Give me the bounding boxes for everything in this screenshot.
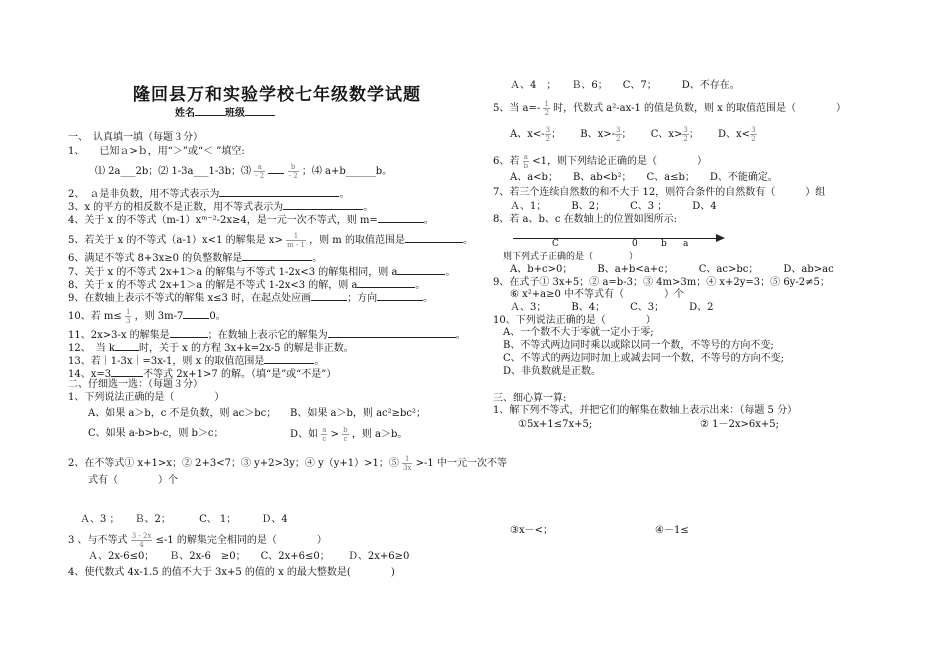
fraction: $\frac{3 - 2x}{4}$ <box>131 532 152 549</box>
choice-1-option-d: D、如 $\frac{a}{c}$ > $\frac{b}{c}$ ，则 a＞b。 <box>290 426 408 443</box>
choice-10-option-c: C、不等式的两边同时加上或减去同一个数，不等号的方向不变; <box>503 353 785 364</box>
choice-7: 7、若三个连续自然数的和不大于 12，则符合条件的自然数有（ ）组 <box>493 187 826 198</box>
answer-blank[interactable] <box>405 232 463 243</box>
question-1-parts <box>95 163 392 180</box>
answer-blank[interactable] <box>115 340 139 351</box>
name-label: 姓名 <box>175 108 195 119</box>
name-blank[interactable] <box>195 105 225 116</box>
choice-7-options: Ａ、1； B、2； C、3 ； D、4 <box>510 201 717 212</box>
choice-1-option-b: B、如果 a＞b，则 ac²≥bc²； <box>290 408 427 419</box>
number-line-label-c: C <box>552 239 559 249</box>
choice-9-tail: ⑥ x²+a≥0 中不等式有（ ）个 <box>510 289 685 300</box>
section-1-heading: 一、 认真填一填（每题３分） <box>68 132 203 143</box>
question-6: 6、满足不等式 8+3x≥0 的负整数解是 。 <box>68 250 322 265</box>
fraction: $\frac{a}{- 2}$ <box>255 163 265 180</box>
answer-blank[interactable] <box>397 264 445 275</box>
choice-2-tail: 式有（ ）个 <box>88 475 178 486</box>
choice-1: 1、下列说法正确的是（ ） <box>68 392 225 403</box>
fraction: $\frac{b}{- 2}$ <box>288 163 298 180</box>
answer-blank[interactable] <box>328 327 456 338</box>
fraction: $\frac{1}{m - 1}$ <box>287 232 305 249</box>
question-9: 9、在数轴上表示不等式的解集 x≤3 时，在起点处应画 ；方向 。 <box>68 290 433 305</box>
fraction: $\frac{1}{2}$ <box>544 100 549 117</box>
answer-blank[interactable] <box>183 308 209 319</box>
choice-5-option-c: C、x> $\frac{3}{2}$ ； <box>650 126 699 143</box>
q1-parts-text: ⑴ 2a___2b；⑵ 1-3a___1-3b；⑶ <box>95 166 252 177</box>
class-label: 班级 <box>225 108 245 119</box>
choice-5-options <box>510 126 757 143</box>
name-class-line <box>175 104 275 119</box>
number-line-label-b: b <box>661 239 667 249</box>
number-line-label-0: 0 <box>632 239 638 249</box>
choice-10-option-b: B、不等式两边同时乘以或除以同一个数，不等号的方向不变; <box>503 340 774 351</box>
answer-blank[interactable] <box>311 290 347 301</box>
number-line-label-a: a <box>683 239 689 249</box>
class-blank[interactable] <box>245 105 275 116</box>
choice-4-options: Ａ、4 ； Ｂ、6； C、7； D、不存在。 <box>510 80 740 91</box>
choice-6: 6、若 $\frac{a}{b}$ <1，则下列结论正确的是（ ） <box>493 153 707 170</box>
answer-blank[interactable] <box>378 212 424 223</box>
question-8: 8、关于 x 的不等式 2x+1＞a 的解是不等式 1-2x<3 的解，则 a 。 <box>68 277 425 292</box>
choice-1-option-a: A、如果 a＞b，c 不是负数，则 ac＞bc； <box>88 408 277 419</box>
choice-5-option-b: B、x>- $\frac{3}{2}$ ； <box>580 126 632 143</box>
answer-blank[interactable] <box>377 290 423 301</box>
choice-1-option-c: C、如果 a-b>b-c，则 b＞c； <box>88 428 224 439</box>
answer-blank[interactable] <box>219 186 339 197</box>
question-5: 5、若关于 x 的不等式（a-1）x<1 的解集是 x> $\frac{1}{m - 1}$ ，则 m 的取值范围是 。 <box>68 232 473 249</box>
answer-blank[interactable] <box>170 327 208 338</box>
choice-3: 3 、与不等式 $\frac{3 - 2x}{4}$ ≤-1 的解集完全相同的是（ ） <box>68 532 327 549</box>
fraction: $\frac{a}{c}$ <box>322 426 327 443</box>
section-2-heading: 二、仔细选一选：（每题３分） <box>68 379 203 390</box>
choice-5: 5、当 a=- $\frac{1}{2}$ 时，代数式 a²-ax-1 的值是负数，则 x 的取值范围是（ ） <box>493 100 846 117</box>
choice-8-prompt: 则下列式子正确的是（ ） <box>503 252 639 262</box>
choice-6-options: A、a<b； B、ab<b²； C、a≤b； D、不能确定。 <box>510 172 778 183</box>
answer-blank[interactable] <box>111 366 143 377</box>
choice-10: 10、下列说法正确的是（ ） <box>493 315 656 326</box>
choice-10-option-a: A、一个数不大于零就一定小于零; <box>503 327 654 338</box>
choice-8-options: A、b+c>0； B、a+b<a+c； C、ac>bc； D、ab>ac <box>510 264 834 275</box>
choice-8: 8、若 a、b、c 在数轴上的位置如图所示: <box>493 214 678 225</box>
choice-5-option-a: A、x<- $\frac{3}{2}$ ； <box>510 126 562 143</box>
number-line-arrow <box>716 234 725 242</box>
choice-3-options: Ａ、2x-6≤0； Ｂ、2x-6 ≥0； C、2x+6≤0； Ｄ、2x+6≥0 <box>88 551 410 562</box>
question-2: 2、 ａ是非负数，用不等式表示为 。 <box>68 186 349 201</box>
answer-blank[interactable] <box>268 163 284 174</box>
problem-3: ③x－<； <box>510 525 553 536</box>
choice-9-options: Ａ、3； B、4； C、3； D、2 <box>510 302 714 313</box>
fraction: $\frac{a}{b}$ <box>523 153 529 170</box>
question-14: 14、x=3 不等式 2x+1>7 的解。（填“是”或“不是”） <box>68 366 336 381</box>
fraction: $\frac{1}{3x}$ <box>403 455 412 472</box>
choice-2-options: Ａ、3 ； Ｂ、2； C、 1； Ｄ、4 <box>80 514 288 525</box>
question-13: 13、若｜1-3x｜=3x-1，则 x 的取值范围是 。 <box>68 353 324 368</box>
answer-blank[interactable] <box>283 199 363 210</box>
choice-2: 2、在不等式① x+1>x；② 2+3<7；③ y+2>3y；④ y（y+1）>1；⑤ $\frac{1}{3x}$ >-1 中一元一次不等 <box>68 455 507 472</box>
problem-2: ② 1－2x>6x+5; <box>700 419 779 430</box>
choice-4: 4、使代数式 4x-1.5 的值不大于 3x+5 的值的 x 的最大整数是( ) <box>68 567 395 578</box>
fraction: $\frac{1}{3}$ <box>125 308 131 325</box>
answer-blank[interactable] <box>242 250 312 261</box>
question-11: 11、2x>3-x 的解集是 ；在数轴上表示它的解集为 。 <box>68 327 466 342</box>
question-3: 3、x 的平方的相反数不是正数，用不等式表示为 。 <box>68 199 373 214</box>
question-10: 10、若 m≤ $\frac{1}{3}$ ，则 3m-7 0。 <box>68 308 226 325</box>
answer-blank[interactable] <box>357 277 415 288</box>
section-3-heading: 三、细心算一算: <box>493 393 567 404</box>
fraction: $\frac{b}{c}$ <box>343 426 348 443</box>
section-3-question-1: 1、解下列不等式，并把它们的解集在数轴上表示出来：（每题 5 分） <box>493 405 798 416</box>
answer-blank[interactable] <box>264 353 314 364</box>
choice-5-option-d: D、x< $\frac{3}{2}$ <box>718 126 756 143</box>
question-7: 7、关于 x 的不等式 2x+1＞a 的解集与不等式 1-2x<3 的解集相同，则 a 。 <box>68 264 455 279</box>
page-title: 隆回县万和实验学校七年级数学试题 <box>133 85 421 105</box>
problem-1: ①5x+1≤7x+5; <box>518 419 593 430</box>
problem-4: ④－1≤ <box>655 525 689 536</box>
choice-10-option-d: D、非负数就是正数。 <box>503 366 602 377</box>
question-4: 4、关于 x 的不等式（m-1）xᵐ⁻²-2x≥4，是一元一次不等式，则 m= 。 <box>68 212 434 227</box>
question-1: 1、 已知ａ>ｂ，用“＞”或“＜ ”填空: <box>68 146 245 157</box>
choice-9: 9、在式子① 3x+5；② a=b-3；③ 4m>3m；④ x+2y=3；⑤ 6y-2≠5； <box>493 277 830 288</box>
q1-parts-end: ；⑷ a+b______b。 <box>301 166 393 177</box>
question-12: 12、 当 k 时，关于 x 的方程 3x+k=2x-5 的解是非正数。 <box>68 340 354 355</box>
